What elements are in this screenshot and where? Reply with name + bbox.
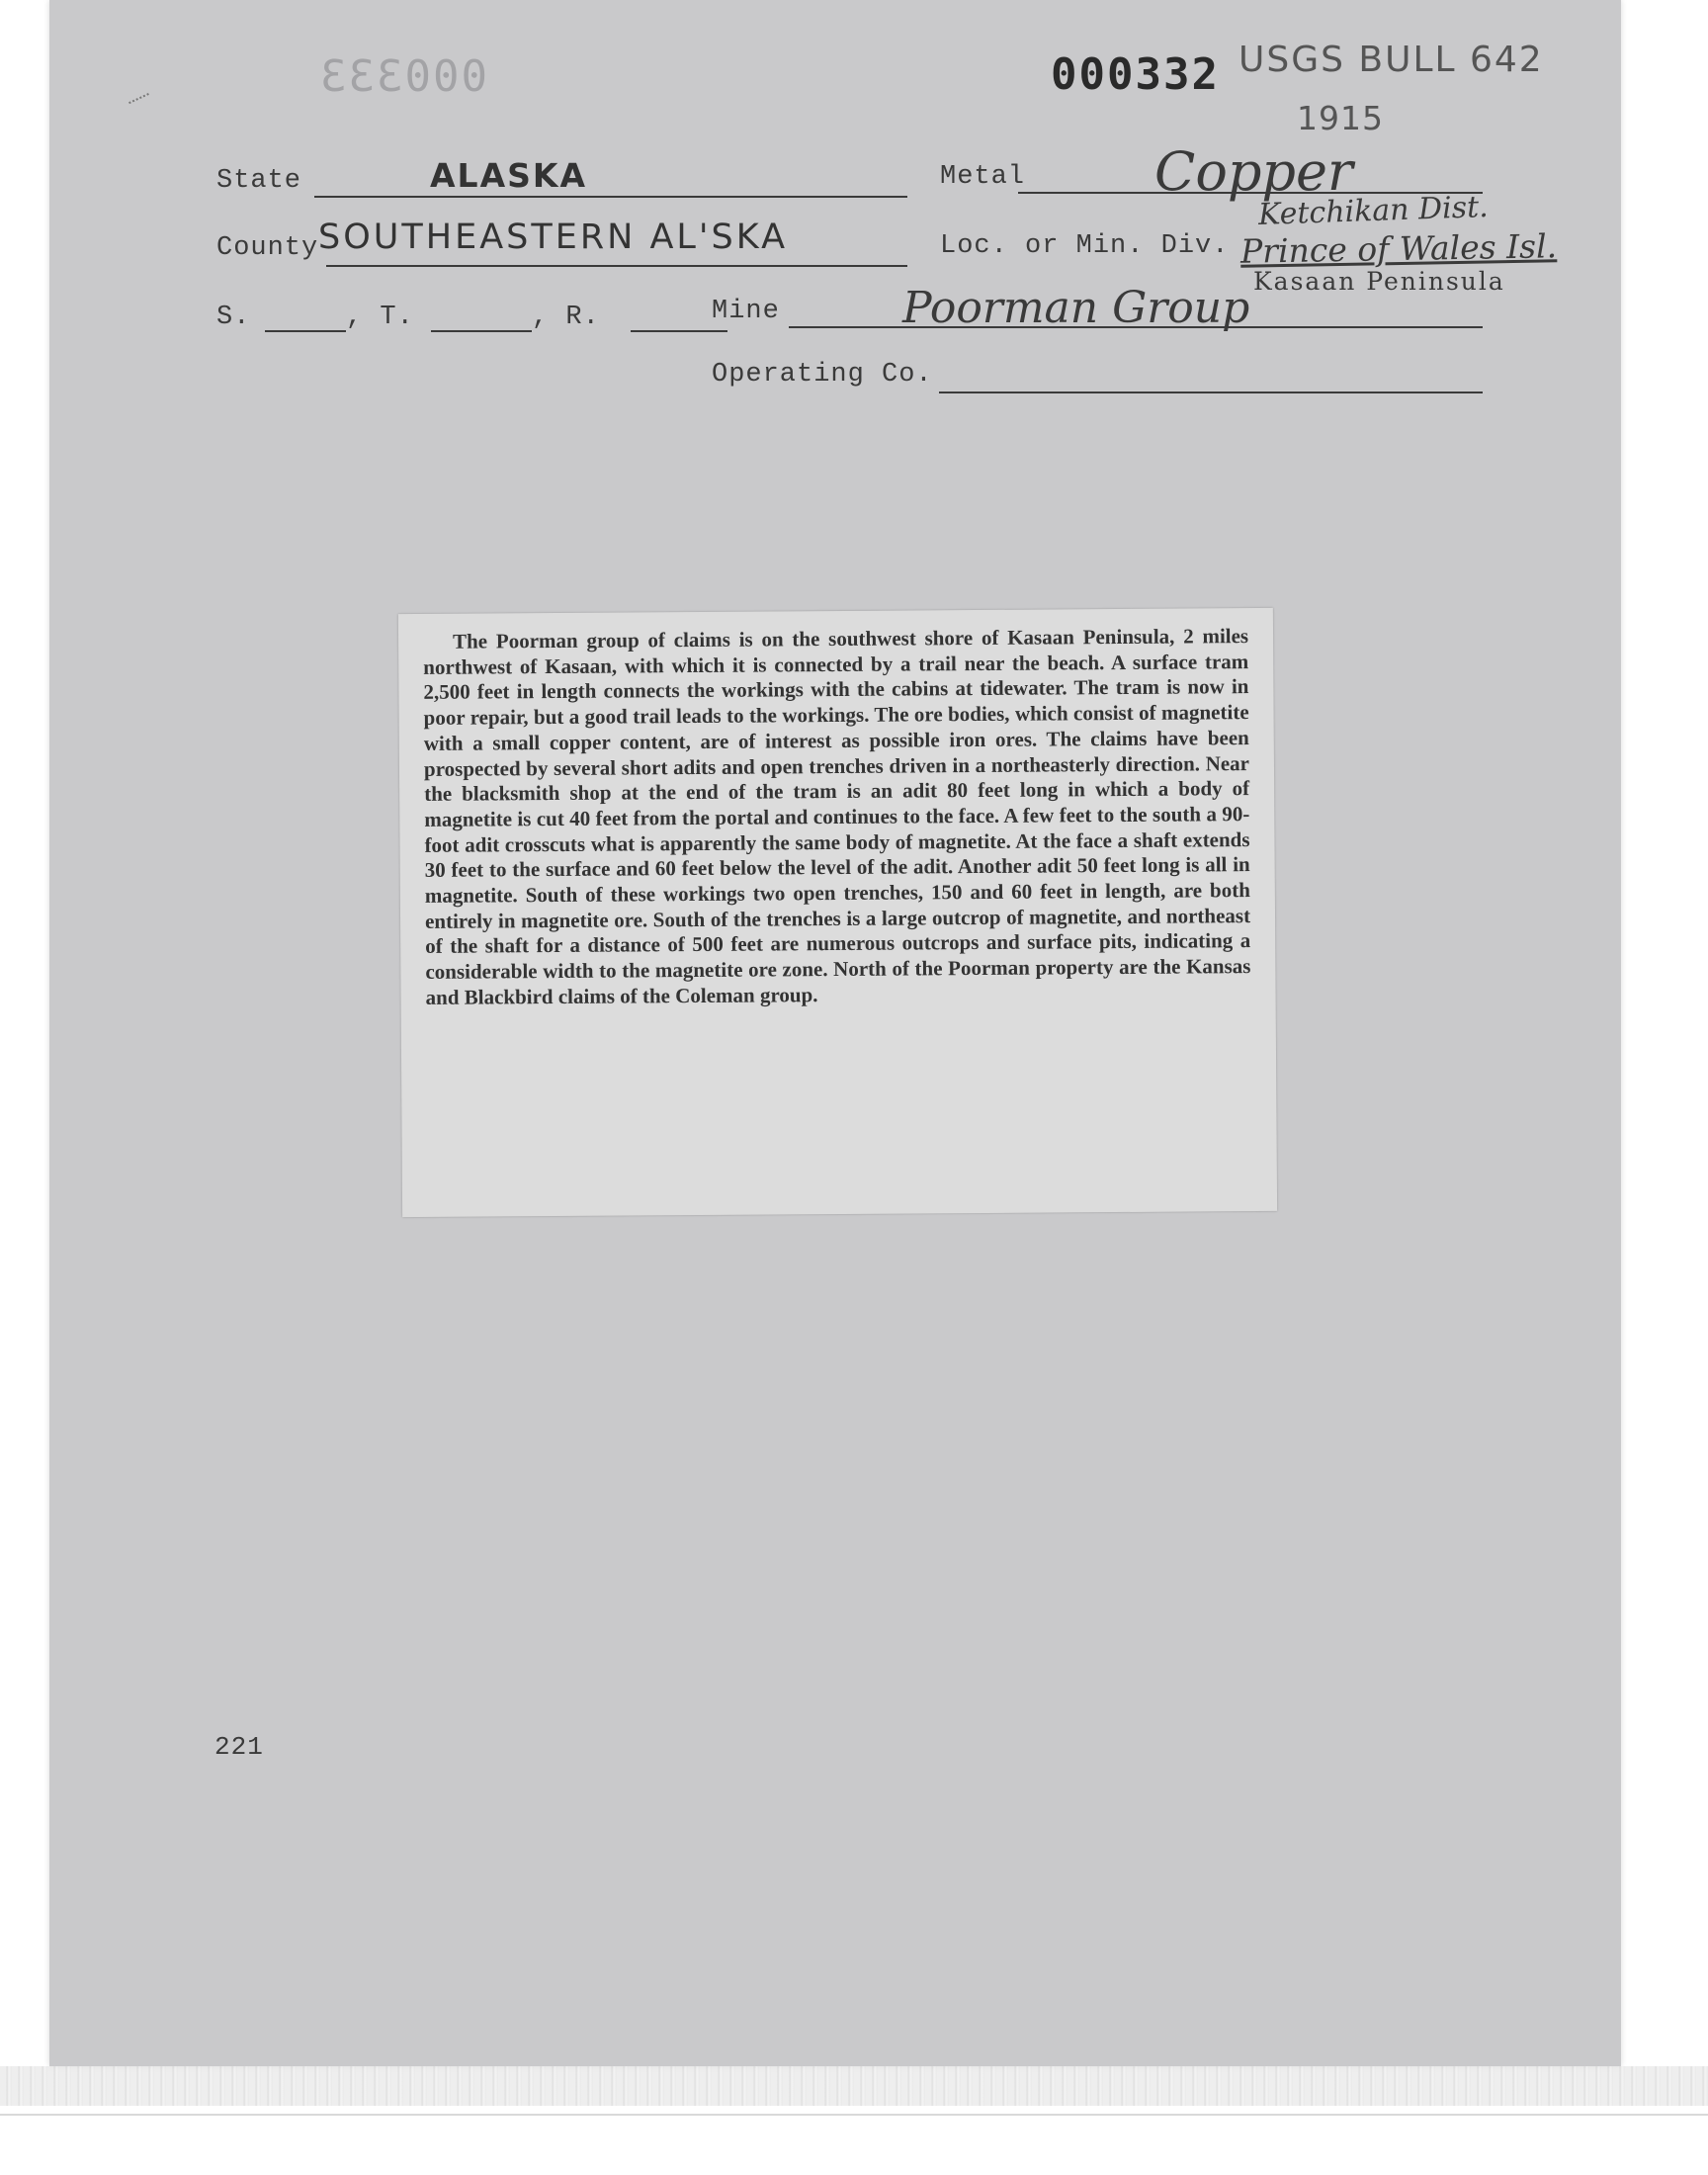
- county-underline: [326, 265, 907, 267]
- loc-island: Prince of Wales Isl.: [1239, 226, 1558, 271]
- county-label: County: [216, 233, 319, 263]
- index-card: [49, 0, 1621, 2066]
- loc-peninsula: Kasaan Peninsula: [1253, 267, 1505, 296]
- operating-company-label: Operating Co.: [712, 360, 933, 390]
- source-year: 1915: [1297, 99, 1384, 137]
- operating-company-underline: [939, 392, 1483, 393]
- clipping-paragraph: The Poorman group of claims is on the southwest shore of Kasaan Peninsula, 2 miles northwest of Kasaan, with which it is connected by a trail near the beach. A surface tram 2,500 feet in length connects the workings with the cabins at tidewater. The tram is now in poor repair, but a good trail leads to the workings. The ore bodies, which consist of magnetite with a small copper content, are of interest as possible iron ores. The claims have been prospected by several short adits and open trenches driven in a northeasterly direction. Near the blacksmith shop at the end of the tram is an adit 80 feet long in which a body of magnetite is cut 40 feet from the portal and continues to the face. A few feet to the south a 90-foot adit crosscuts what is apparently the same body of magnetite. At the face a shaft extends 30 feet to the surface and 60 feet below the level of the adit. Another adit 50 feet long is all in magnetite. South of these workings two open trenches, 150 and 60 feet in length, are both entirely in magnetite ore. South of the trenches is a large outcrop of magnetite, and northeast of the shaft for a distance of 500 feet are numerous outcrops and surface pits, indicating a considerable width to the magnetite ore zone. North of the Poorman property are the Kansas and Blackbird claims of the Coleman group.: [423, 624, 1251, 1009]
- section-label: S.: [216, 303, 251, 332]
- speck-mark: [128, 93, 154, 115]
- metal-label: Metal: [940, 162, 1026, 192]
- state-underline: [314, 196, 907, 198]
- township-label: , T.: [346, 303, 414, 332]
- mine-label: Mine: [712, 297, 780, 326]
- metal-value: Copper: [1154, 140, 1353, 203]
- pasted-text-clipping: [398, 608, 1277, 1217]
- scan-bottom-line: [0, 2114, 1708, 2116]
- township-underline: [431, 330, 532, 332]
- loc-district: Ketchikan Dist.: [1257, 189, 1490, 233]
- mirrored-record-number: 000333: [318, 51, 487, 102]
- state-label: State: [216, 166, 302, 196]
- source-reference: USGS BULL 642: [1238, 40, 1544, 80]
- loc-label: Loc. or Min. Div.: [940, 231, 1230, 261]
- page-number: 221: [214, 1732, 264, 1762]
- record-number-stamp: 000332: [1051, 49, 1220, 100]
- range-underline: [631, 330, 727, 332]
- scan-edge-artifact: [0, 2066, 1708, 2106]
- range-label: , R.: [532, 303, 600, 332]
- state-value: ALASKA: [430, 156, 587, 195]
- mine-value: Poorman Group: [902, 283, 1250, 333]
- section-underline: [265, 330, 346, 332]
- county-value: SOUTHEASTERN AL'SKA: [318, 218, 789, 257]
